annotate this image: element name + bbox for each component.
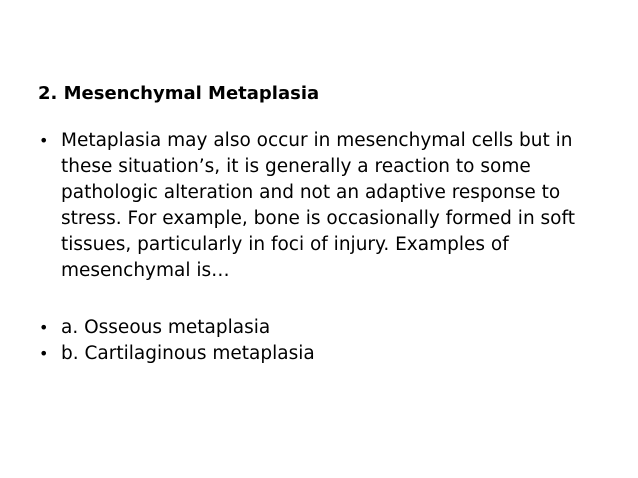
paragraph-line: Metaplasia may also occur in mesenchymal cells but in [61,130,573,151]
paragraph-line: mesenchymal is… [61,260,230,281]
bullet-list [38,128,598,367]
bullet-icon: • [39,344,49,363]
paragraph-line: tissues, particularly in foci of injury. Examples of [61,234,509,255]
bullet-icon: • [39,318,49,337]
bullet-icon: • [39,131,49,150]
example-text: b. Cartilaginous metaplasia [61,343,315,364]
paragraph-line: these situation’s, it is generally a reaction to some [61,156,531,177]
example-text: a. Osseous metaplasia [61,317,271,338]
slide-title: 2. Mesenchymal Metaplasia [38,83,320,104]
bullet-example-osseous [38,315,598,341]
paragraph-line: pathologic alteration and not an adaptive response to [61,182,561,203]
bullet-example-cartilaginous [38,341,598,367]
bullet-spacer [38,284,598,315]
paragraph-line: stress. For example, bone is occasionally formed in soft [61,208,575,229]
bullet-paragraph [38,128,598,284]
